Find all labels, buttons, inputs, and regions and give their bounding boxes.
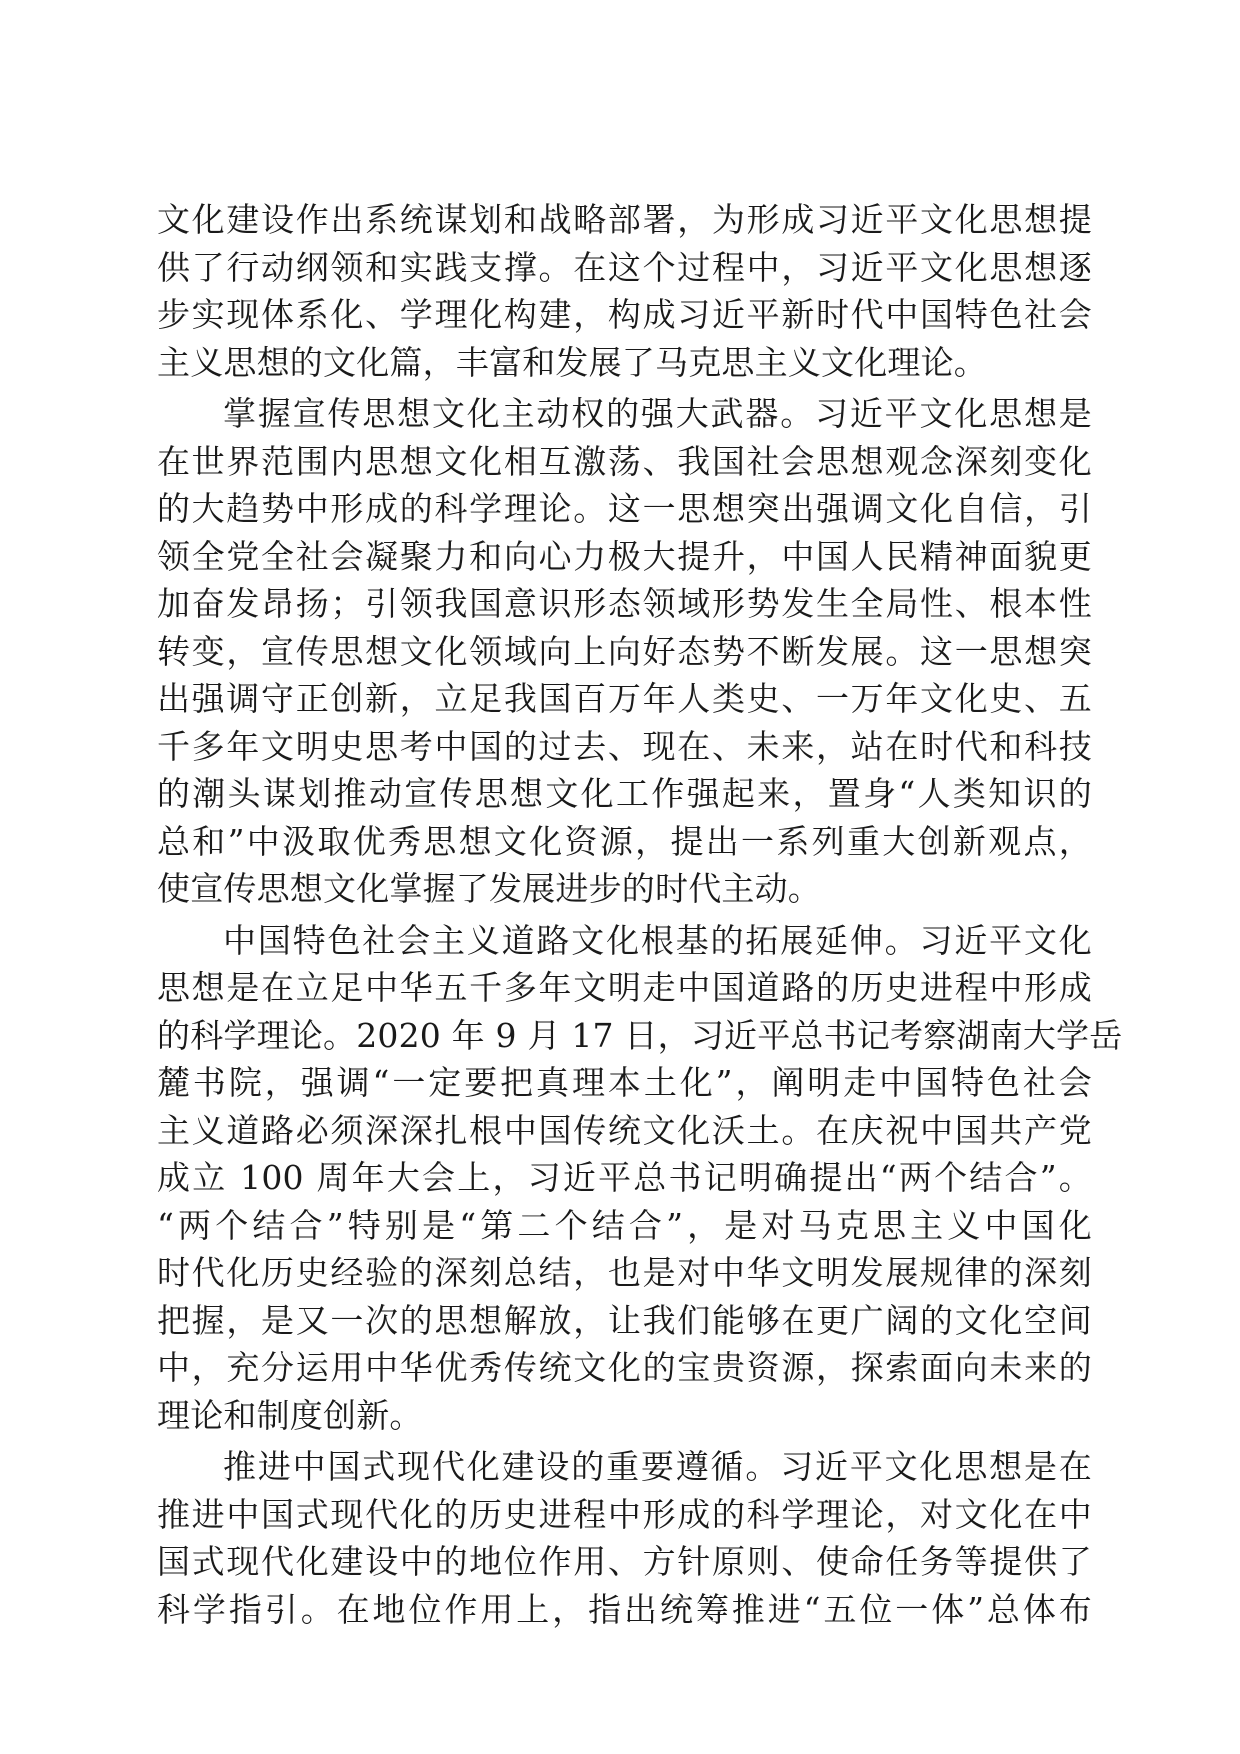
text-line: 领全党全社会凝聚力和向心力极大提升，中国人民精神面貌更 xyxy=(157,536,1092,576)
text-line: “两个结合”特别是“第二个结合”，是对马克思主义中国化 xyxy=(157,1205,1092,1245)
text-line: 的大趋势中形成的科学理论。这一思想突出强调文化自信，引 xyxy=(157,489,1092,528)
text-line: 使宣传思想文化掌握了发展进步的时代主动。 xyxy=(157,869,821,908)
paragraph xyxy=(157,1443,1092,1633)
paragraph xyxy=(157,390,1092,913)
text-line: 中，充分运用中华优秀传统文化的宝贵资源，探索面向未来的 xyxy=(157,1348,1092,1387)
text-line: 主义思想的文化篇，丰富和发展了马克思主义文化理论。 xyxy=(157,342,987,382)
text-line: 把握，是又一次的思想解放，让我们能够在更广阔的文化空间 xyxy=(157,1300,1092,1340)
text-line: 科学指引。在地位作用上，指出统筹推进“五位一体”总体布 xyxy=(157,1589,1092,1629)
text-line: 理论和制度创新。 xyxy=(157,1395,423,1435)
text-line: 加奋发昂扬；引领我国意识形态领域形势发生全局性、根本性 xyxy=(157,584,1092,623)
text-line: 推进中国式现代化建设的重要遵循。习近平文化思想是在 xyxy=(223,1447,1092,1486)
text-line: 推进中国式现代化的历史进程中形成的科学理论，对文化在中 xyxy=(157,1494,1092,1534)
text-line: 文化建设作出系统谋划和战略部署，为形成习近平文化思想提 xyxy=(157,200,1092,239)
text-line: 供了行动纲领和实践支撑。在这个过程中，习近平文化思想逐 xyxy=(157,247,1092,287)
text-line: 总和”中汲取优秀思想文化资源，提出一系列重大创新观点， xyxy=(157,821,1092,861)
body-text xyxy=(157,196,1123,1633)
text-line: 主义道路必须深深扎根中国传统文化沃土。在庆祝中国共产党 xyxy=(157,1110,1092,1150)
text-line: 成立 100 周年大会上，习近平总书记明确提出“两个结合”。 xyxy=(157,1158,1092,1197)
text-line: 千多年文明史思考中国的过去、现在、未来，站在时代和科技 xyxy=(157,726,1092,766)
text-line: 掌握宣传思想文化主动权的强大武器。习近平文化思想是 xyxy=(223,394,1092,433)
text-line: 在世界范围内思想文化相互激荡、我国社会思想观念深刻变化 xyxy=(157,441,1092,481)
text-line: 时代化历史经验的深刻总结，也是对中华文明发展规律的深刻 xyxy=(157,1253,1092,1292)
text-line: 出强调守正创新，立足我国百万年人类史、一万年文化史、五 xyxy=(157,679,1092,718)
text-line: 思想是在立足中华五千多年文明走中国道路的历史进程中形成 xyxy=(157,968,1092,1007)
paragraph xyxy=(157,196,1092,386)
text-line: 步实现体系化、学理化构建，构成习近平新时代中国特色社会 xyxy=(157,295,1092,334)
text-line: 国式现代化建设中的地位作用、方针原则、使命任务等提供了 xyxy=(157,1542,1092,1581)
text-line: 转变，宣传思想文化领域向上向好态势不断发展。这一思想突 xyxy=(157,631,1092,671)
text-line: 的科学理论。2020 年 9 月 17 日，习近平总书记考察湖南大学岳 xyxy=(157,1015,1123,1055)
text-line: 麓书院，强调“一定要把真理本土化”，阐明走中国特色社会 xyxy=(157,1063,1092,1102)
paragraph xyxy=(157,917,1123,1440)
text-line: 中国特色社会主义道路文化根基的拓展延伸。习近平文化 xyxy=(223,920,1092,960)
text-line: 的潮头谋划推动宣传思想文化工作强起来，置身“人类知识的 xyxy=(157,774,1092,813)
